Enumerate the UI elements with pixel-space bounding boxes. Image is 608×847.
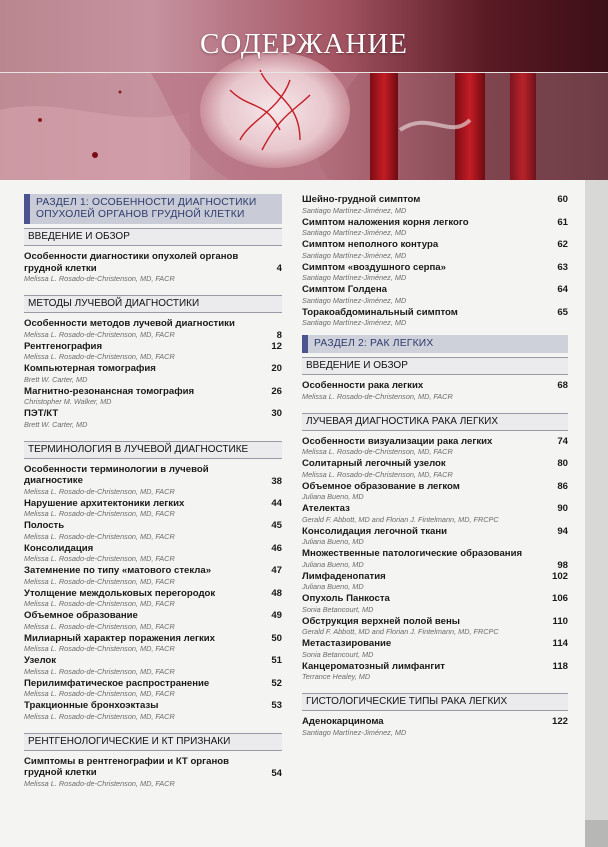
contents-body (0, 180, 608, 847)
entry-page-number[interactable]: 80 (557, 458, 568, 469)
toc-entry[interactable] (24, 498, 282, 519)
toc-entry[interactable] (24, 700, 282, 721)
entry-title[interactable]: Магнитно-резонансная томография (24, 385, 195, 397)
spacer (24, 431, 282, 437)
section-heading: ТЕРМИНОЛОГИЯ В ЛУЧЕВОЙ ДИАГНОСТИКЕ (24, 441, 282, 459)
entry-title[interactable]: Лимфаденопатия (302, 570, 386, 582)
entry-page-number[interactable]: 122 (551, 716, 568, 727)
entry-page-number[interactable]: 60 (557, 194, 568, 205)
toc-entry[interactable] (302, 571, 568, 592)
entry-author: Melissa L. Rosado-de-Christenson, MD, FACR (24, 486, 175, 496)
entry-author: Melissa L. Rosado-de-Christenson, MD, FACR (24, 599, 175, 608)
toc-entry[interactable] (24, 610, 282, 631)
toc-entry[interactable] (24, 318, 282, 339)
entry-page-number[interactable]: 38 (271, 475, 282, 487)
toc-entry[interactable] (24, 408, 282, 429)
part-heading: РАЗДЕЛ 2: РАК ЛЕГКИХ (302, 335, 568, 353)
toc-entry[interactable] (302, 194, 568, 215)
entry-title[interactable]: Солитарный легочный узелок (302, 458, 446, 469)
entry-author: Juliana Bueno, MD (302, 537, 364, 546)
entry-title[interactable]: Метастазирование (302, 638, 392, 649)
toc-entry[interactable] (24, 363, 282, 384)
toc-entry[interactable] (302, 458, 568, 479)
entry-title[interactable]: Особенности терминологии в лучевой диагностике (24, 463, 209, 486)
entry-page-number[interactable]: 110 (552, 615, 568, 627)
toc-entry[interactable] (302, 380, 568, 401)
entry-author: Melissa L. Rosado-de-Christenson, MD, FACR (24, 576, 175, 586)
entry-title[interactable]: Особенности диагностики опухолей органов грудной клетки (24, 251, 239, 274)
entry-title[interactable]: Шейно-грудной симптом (302, 194, 421, 205)
entry-title[interactable]: Милиарный характер поражения легких (24, 632, 216, 644)
entry-page-number[interactable]: 48 (271, 587, 282, 599)
left-column (24, 194, 282, 796)
tumor-shape (200, 52, 350, 168)
entry-page-number[interactable]: 49 (271, 610, 282, 621)
entry-page-number[interactable]: 106 (551, 593, 568, 604)
entry-author: Santiago Martínez-Jiménez, MD (302, 273, 407, 282)
toc-entry[interactable] (302, 307, 568, 328)
entry-title[interactable]: Симптом неполного контура (302, 239, 439, 250)
entry-author: Melissa L. Rosado-de-Christenson, MD, FACR (24, 329, 175, 339)
spacer (24, 790, 282, 796)
toc-entry[interactable] (302, 284, 568, 305)
entry-author: Melissa L. Rosado-de-Christenson, MD, FACR (24, 666, 175, 676)
entry-title[interactable]: Симптомы в рентгенографии и КТ органов грудной клетки (24, 755, 230, 778)
entry-author: Melissa L. Rosado-de-Christenson, MD, FACR (302, 447, 453, 456)
entry-title[interactable]: Множественные патологические образования (302, 548, 523, 559)
entry-page-number[interactable]: 65 (557, 306, 568, 318)
entry-author: Christopher M. Walker, MD (24, 397, 112, 406)
page-title: СОДЕРЖАНИЕ (200, 28, 408, 60)
toc-entry[interactable] (24, 386, 282, 407)
entry-page-number[interactable]: 12 (271, 340, 282, 352)
entry-author: Gerald F. Abbott, MD and Florian J. Fintelmann, MD, FRCPC (302, 627, 499, 636)
entry-author: Melissa L. Rosado-de-Christenson, MD, FACR (24, 352, 175, 361)
entry-author: Santiago Martínez-Jiménez, MD (302, 318, 407, 327)
entry-title[interactable]: Нарушение архитектоники легких (24, 497, 185, 509)
part-heading: РАЗДЕЛ 1: ОСОБЕННОСТИ ДИАГНОСТИКИ ОПУХОЛЕЙ ОРГАНОВ ГРУДНОЙ КЛЕТКИ (24, 194, 282, 224)
entry-page-number[interactable]: 114 (552, 638, 568, 649)
entry-page-number[interactable]: 4 (276, 263, 282, 274)
entry-title[interactable]: Консолидация легочной ткани (302, 525, 448, 537)
section-heading: ВВЕДЕНИЕ И ОБЗОР (24, 228, 282, 246)
toc-entry[interactable] (24, 464, 282, 496)
entry-title[interactable]: Полость (24, 520, 65, 531)
toc-entry[interactable] (302, 593, 568, 614)
entry-author: Melissa L. Rosado-de-Christenson, MD, FACR (24, 778, 175, 788)
entry-page-number[interactable]: 90 (557, 503, 568, 514)
entry-page-number[interactable]: 52 (271, 677, 282, 689)
entry-title[interactable]: Объемное образование (24, 610, 138, 621)
entry-title[interactable]: ПЭТ/КТ (24, 408, 59, 419)
toc-entry[interactable] (302, 616, 568, 637)
entry-page-number[interactable]: 53 (271, 700, 282, 711)
spacer (24, 285, 282, 291)
toc-entry[interactable] (302, 503, 568, 524)
entry-page-number[interactable]: 61 (557, 216, 568, 228)
toc-entry[interactable] (24, 520, 282, 541)
spacer (24, 723, 282, 729)
entry-page-number[interactable]: 8 (276, 330, 282, 341)
entry-page-number[interactable]: 74 (557, 435, 568, 447)
entry-title[interactable]: Опухоль Панкоста (302, 593, 390, 604)
entry-page-number[interactable]: 118 (552, 660, 568, 672)
right-column (302, 194, 568, 745)
section-heading: ГИСТОЛОГИЧЕСКИЕ ТИПЫ РАКА ЛЕГКИХ (302, 693, 568, 711)
entry-title[interactable]: Особенности методов лучевой диагностики (24, 318, 235, 329)
entry-title[interactable]: Тракционные бронхоэктазы (24, 700, 159, 711)
entry-author: Melissa L. Rosado-de-Christenson, MD, FACR (24, 509, 175, 518)
entry-author: Melissa L. Rosado-de-Christenson, MD, FACR (302, 391, 453, 401)
entry-title[interactable]: Объемное образование в легком (302, 480, 460, 492)
entry-page-number[interactable]: 45 (271, 520, 282, 531)
toc-entry[interactable] (24, 633, 282, 654)
entry-title[interactable]: Ателектаз (302, 503, 350, 514)
spacer (302, 739, 568, 745)
entry-title[interactable]: Компьютерная томография (24, 363, 156, 374)
entry-author: Melissa L. Rosado-de-Christenson, MD, FACR (24, 621, 175, 631)
entry-author: Santiago Martínez-Jiménez, MD (302, 295, 407, 305)
entry-page-number[interactable]: 68 (557, 380, 568, 391)
entry-page-number[interactable]: 86 (557, 480, 568, 492)
entry-title[interactable]: Аденокарцинома (302, 716, 384, 727)
entry-page-number[interactable]: 46 (271, 542, 282, 554)
entry-author: Sonia Betancourt, MD (302, 604, 374, 614)
entry-title[interactable]: Торакоабдоминальный симптом (302, 306, 458, 318)
entry-author: Juliana Bueno, MD (302, 582, 364, 591)
entry-title[interactable]: Особенности рака легких (302, 380, 424, 391)
entry-author: Brett W. Carter, MD (24, 374, 88, 384)
toc-entry[interactable] (302, 716, 568, 737)
entry-author: Terrance Healey, MD (302, 672, 371, 681)
entry-title[interactable]: Узелок (24, 655, 57, 666)
toc-entry[interactable] (24, 756, 282, 788)
toc-entry[interactable] (302, 481, 568, 502)
entry-page-number[interactable]: 26 (271, 385, 282, 397)
entry-author: Melissa L. Rosado-de-Christenson, MD, FACR (24, 644, 175, 653)
entry-page-number[interactable]: 94 (557, 525, 568, 537)
toc-entry[interactable] (302, 638, 568, 659)
entry-page-number[interactable]: 30 (271, 408, 282, 419)
toc-entry[interactable] (24, 678, 282, 699)
entry-page-number[interactable]: 102 (551, 570, 568, 582)
entry-author: Melissa L. Rosado-de-Christenson, MD, FACR (24, 711, 175, 721)
toc-entry[interactable] (24, 565, 282, 586)
entry-page-number[interactable]: 62 (557, 239, 568, 250)
entry-page-number[interactable]: 64 (557, 284, 568, 295)
entry-title[interactable]: Рентгенография (24, 340, 103, 352)
section-heading: ВВЕДЕНИЕ И ОБЗОР (302, 357, 568, 375)
entry-title[interactable]: Симптом Голдена (302, 284, 388, 295)
section-heading: ЛУЧЕВАЯ ДИАГНОСТИКА РАКА ЛЕГКИХ (302, 413, 568, 431)
entry-title[interactable]: Консолидация (24, 542, 94, 554)
entry-page-number[interactable]: 51 (271, 655, 282, 666)
entry-author: Juliana Bueno, MD (302, 559, 364, 569)
entry-title[interactable]: Симптом «воздушного серпа» (302, 261, 446, 273)
toc-entry[interactable] (24, 251, 282, 283)
entry-title[interactable]: Канцероматозный лимфангит (302, 660, 445, 672)
side-strip (585, 180, 608, 847)
header-banner (0, 0, 608, 180)
entry-author: Gerald F. Abbott, MD and Florian J. Fintelmann, MD, FRCPC (302, 514, 499, 524)
entry-title[interactable]: Затемнение по типу «матового стекла» (24, 565, 212, 576)
toc-entry[interactable] (302, 262, 568, 283)
entry-title[interactable]: Обструкция верхней полой вены (302, 615, 460, 627)
toc-entry[interactable] (302, 239, 568, 260)
entry-title[interactable]: Перилимфатическое распространение (24, 677, 210, 689)
toc-entry[interactable] (302, 436, 568, 457)
entry-author: Melissa L. Rosado-de-Christenson, MD, FACR (24, 274, 175, 283)
entry-page-number[interactable]: 50 (271, 632, 282, 644)
toc-entry[interactable] (24, 543, 282, 564)
spacer (302, 403, 568, 409)
entry-author: Melissa L. Rosado-de-Christenson, MD, FACR (24, 689, 175, 698)
entry-author: Santiago Martínez-Jiménez, MD (302, 727, 407, 737)
side-tab (585, 820, 608, 847)
entry-author: Brett W. Carter, MD (24, 419, 88, 429)
toc-entry[interactable] (302, 526, 568, 547)
spacer (302, 683, 568, 689)
entry-author: Melissa L. Rosado-de-Christenson, MD, FACR (24, 554, 175, 563)
entry-author: Santiago Martínez-Jiménez, MD (302, 250, 407, 260)
entry-page-number[interactable]: 63 (557, 261, 568, 273)
entry-page-number[interactable]: 20 (271, 363, 282, 374)
entry-author: Sonia Betancourt, MD (302, 649, 374, 659)
entry-title[interactable]: Утолщение междольковых перегородок (24, 587, 216, 599)
entry-page-number[interactable]: 47 (271, 565, 282, 576)
toc-entry[interactable] (302, 217, 568, 238)
entry-author: Santiago Martínez-Jiménez, MD (302, 205, 407, 215)
entry-title[interactable]: Особенности визуализации рака легких (302, 435, 493, 447)
toc-entry[interactable] (302, 548, 568, 569)
section-heading: РЕНТГЕНОЛОГИЧЕСКИЕ И КТ ПРИЗНАКИ (24, 733, 282, 751)
toc-entry[interactable] (24, 655, 282, 676)
section-heading: МЕТОДЫ ЛУЧЕВОЙ ДИАГНОСТИКИ (24, 295, 282, 313)
entry-page-number[interactable]: 54 (271, 767, 282, 779)
entry-author: Melissa L. Rosado-de-Christenson, MD, FACR (24, 531, 175, 541)
entry-page-number[interactable]: 44 (271, 497, 282, 509)
entry-author: Santiago Martínez-Jiménez, MD (302, 228, 407, 237)
entry-author: Melissa L. Rosado-de-Christenson, MD, FACR (302, 469, 453, 479)
divider (0, 72, 608, 73)
toc-entry[interactable] (24, 341, 282, 362)
entry-author: Juliana Bueno, MD (302, 492, 364, 501)
toc-entry[interactable] (24, 588, 282, 609)
entry-title[interactable]: Симптом наложения корня легкого (302, 216, 469, 228)
medical-illustration (0, 0, 608, 180)
entry-page-number[interactable]: 98 (557, 560, 568, 571)
toc-entry[interactable] (302, 661, 568, 682)
